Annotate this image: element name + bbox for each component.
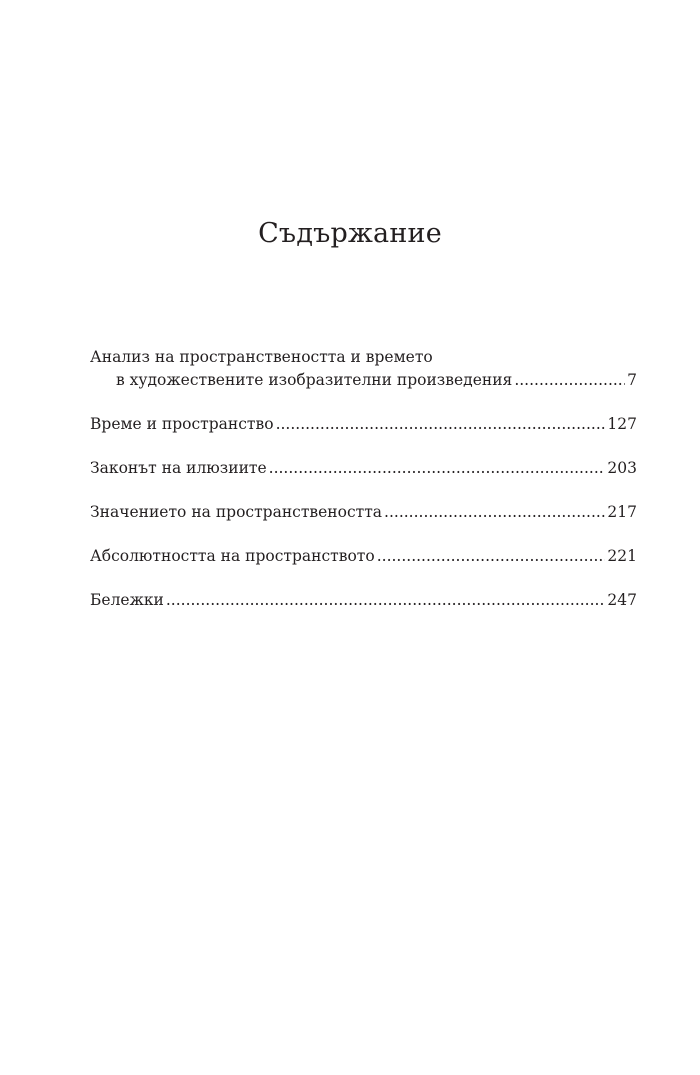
dot-leader: [269, 457, 606, 480]
toc-entry-title: Законът на илюзиите: [90, 459, 267, 477]
toc-entry-row: [90, 545, 637, 568]
toc-entry: [90, 413, 637, 436]
toc-entry-title-line-2: в художествените изобразителни произведения: [116, 371, 513, 389]
toc-entry-title-line-1: Анализ на пространствеността и времето: [90, 348, 433, 366]
toc-entry-row: [90, 457, 637, 480]
toc-entry-title: Време и пространство: [90, 415, 274, 433]
toc-entry-title: Значението на пространствеността: [90, 503, 383, 521]
toc-page-number: 127: [607, 415, 637, 433]
toc-entry: [90, 457, 637, 480]
table-of-contents: [90, 346, 637, 633]
dot-leader: [377, 545, 606, 568]
dot-leader: [384, 501, 605, 524]
toc-entry-title: Абсолютността на пространството: [90, 547, 375, 565]
toc-page-number: 247: [607, 591, 637, 609]
toc-page-number: 221: [607, 547, 637, 565]
toc-entry-row: [90, 413, 637, 436]
dot-leader: [276, 413, 606, 436]
toc-entry: [90, 589, 637, 612]
dot-leader: [166, 589, 606, 612]
toc-page-number: 203: [607, 459, 637, 477]
toc-entry: [90, 501, 637, 524]
toc-entry-title: Бележки: [90, 591, 164, 609]
toc-page-number: 7: [627, 371, 637, 389]
toc-entry-row: [90, 589, 637, 612]
page-title: Съдържание: [258, 218, 442, 249]
toc-entry: [90, 346, 637, 392]
toc-entry: [90, 545, 637, 568]
toc-page-number: 217: [607, 503, 637, 521]
dot-leader: [514, 369, 625, 392]
toc-entry-row: [90, 369, 637, 392]
toc-entry-row: [90, 501, 637, 524]
